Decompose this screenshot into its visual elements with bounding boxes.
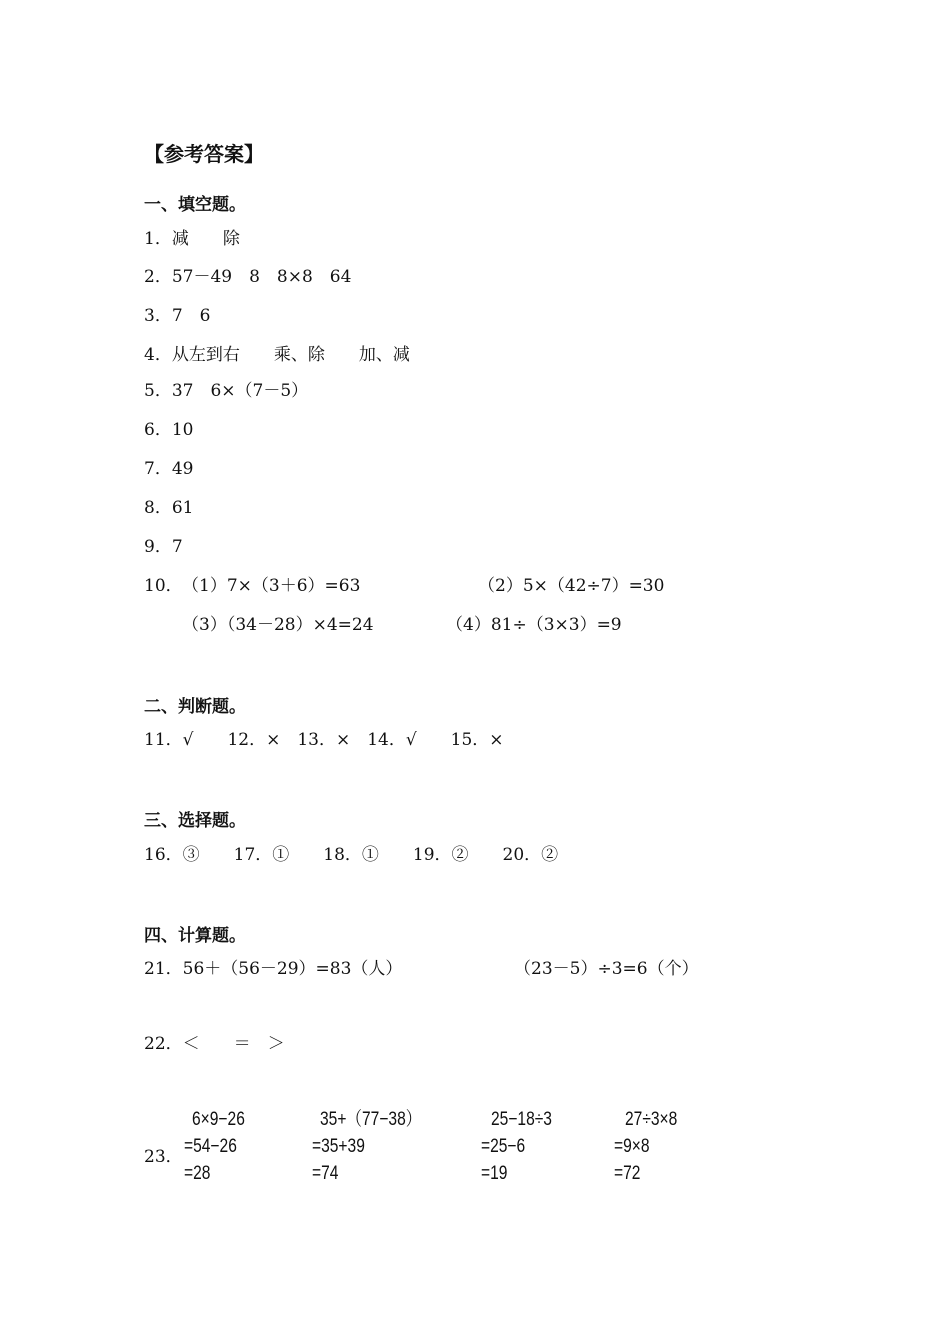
answer-1: 1．减 除 [144, 229, 240, 249]
answer-7: 7．49 [144, 459, 194, 479]
answer-10-2: （2）5×（42÷7）=30 [478, 576, 665, 596]
judge-answers: 11．√ 12．× 13．× 14．√ 15．× [144, 730, 504, 750]
answer-10-4: （4）81÷（3×3）=9 [446, 615, 622, 635]
answer-3: 3．7 6 [144, 306, 211, 326]
answer-21-b: （23－5）÷3=6（个） [514, 959, 699, 979]
answer-23-label: 23． [144, 1147, 183, 1167]
answer-title: 【参考答案】 [144, 142, 264, 166]
calc-3-expr: 25−18÷3 [491, 1109, 552, 1130]
calc-2-step: =35+39 [312, 1136, 365, 1157]
calc-4-expr: 27÷3×8 [625, 1109, 678, 1130]
calc-4-step: =9×8 [614, 1136, 650, 1157]
section-choice-heading: 三、选择题。 [144, 811, 246, 831]
answer-10-1: （1）7×（3＋6）=63 [182, 576, 361, 596]
answer-5: 5．37 6×（7－5） [144, 381, 309, 401]
section-judge-heading: 二、判断题。 [144, 697, 246, 717]
calc-1-expr: 6×9−26 [192, 1109, 245, 1130]
calc-1-result: =28 [184, 1163, 211, 1184]
calc-3-result: =19 [481, 1163, 508, 1184]
answer-9: 9．7 [144, 537, 183, 557]
answer-8: 8．61 [144, 498, 194, 518]
answer-4: 4．从左到右 乘、除 加、减 [144, 345, 410, 365]
answer-22: 22．＜ ＝ ＞ [144, 1034, 285, 1054]
calc-1-step: =54−26 [184, 1136, 237, 1157]
section-fill-heading: 一、填空题。 [144, 195, 246, 215]
answer-21-a: 21．56＋（56－29）=83（人） [144, 959, 403, 979]
answer-10-label: 10． [144, 576, 183, 596]
answer-6: 6．10 [144, 420, 194, 440]
answer-10-3: （3）（34－28）×4=24 [182, 615, 374, 635]
calc-2-result: =74 [312, 1163, 339, 1184]
calc-3-step: =25−6 [481, 1136, 526, 1157]
section-calc-heading: 四、计算题。 [144, 926, 246, 946]
calc-2-expr: 35+（77−38） [320, 1109, 422, 1130]
answer-2: 2．57－49 8 8×8 64 [144, 267, 352, 287]
calc-4-result: =72 [614, 1163, 641, 1184]
choice-answers: 16．③ 17．① 18．① 19．② 20．② [144, 845, 559, 865]
